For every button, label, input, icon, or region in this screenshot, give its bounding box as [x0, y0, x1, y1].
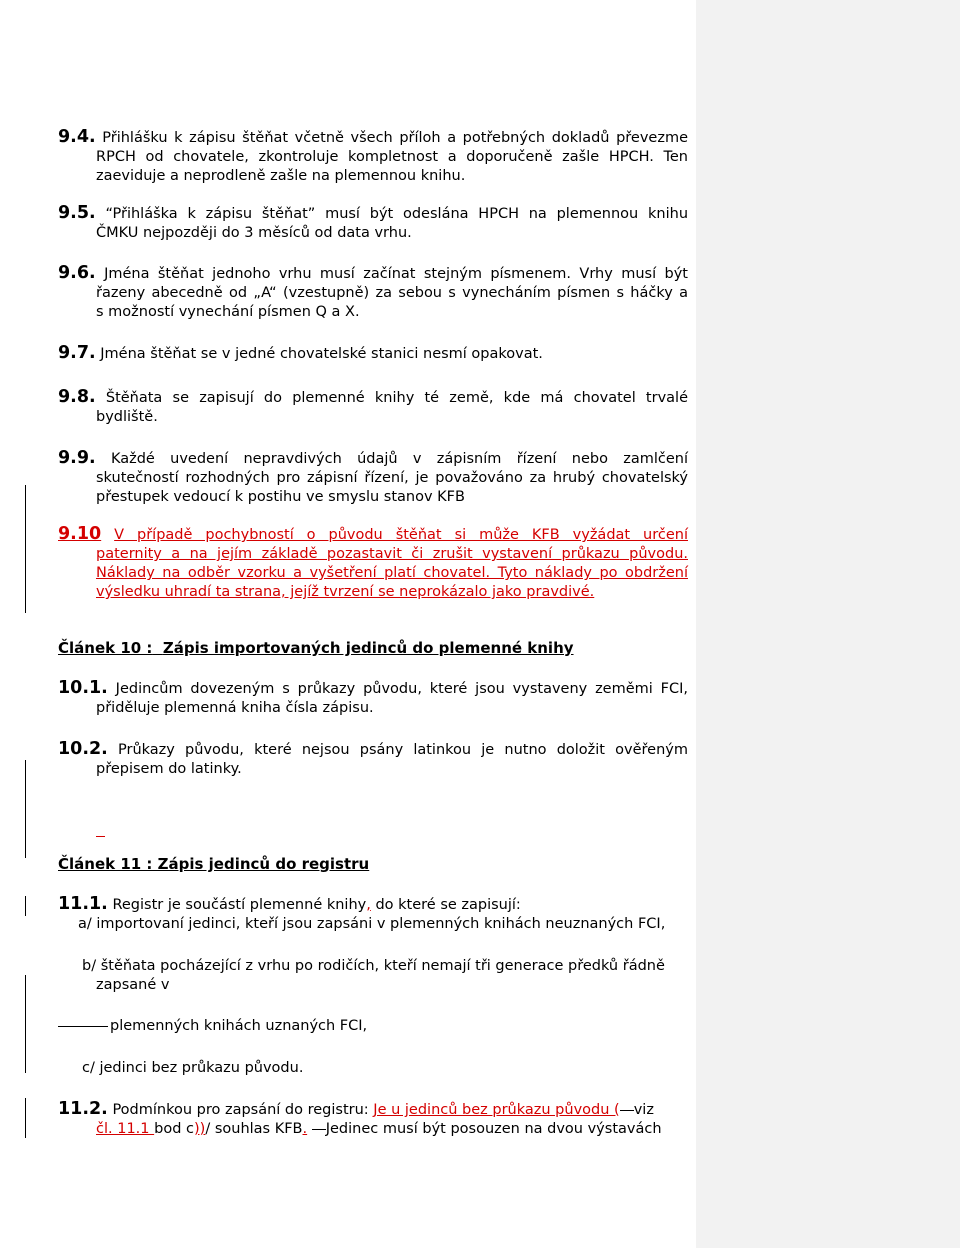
section-11-1-c — [58, 1059, 688, 1078]
paragraph-line: řazeny abecedně od „A“ (vzestupně) za sebou s vynecháním písmen s háčky a — [96, 285, 688, 301]
inserted-text: paternity a na jejím základě pozastavit či zrušit vystavení průkazu původu. — [96, 546, 688, 562]
list-item: zapsané v — [96, 977, 170, 993]
change-bar — [25, 760, 26, 858]
paragraph-line: Jedincům dovezeným s průkazy původu, které jsou vystaveny zeměmi FCI, — [115, 681, 688, 697]
change-bar — [25, 1098, 26, 1138]
paragraph-line: přiděluje plemenná kniha čísla zápisu. — [96, 700, 374, 716]
tab-leader — [58, 1026, 108, 1027]
paragraph-line: Jedinec musí být posouzen na dvou výstavách — [325, 1121, 662, 1137]
inserted-text: Je u jedinců bez průkazu původu ( — [373, 1102, 620, 1118]
deleted-mark — [620, 1110, 634, 1111]
paragraph-line: ČMKU nejpozději do 3 měsíců od data vrhu. — [96, 225, 412, 241]
section-number: 9.8. — [58, 387, 96, 407]
paragraph-line: Přihlášku k zápisu štěňat včetně všech příloh a potřebných dokladů převezme — [102, 130, 688, 146]
paragraph-line: Jména štěňat jednoho vrhu musí začínat stejným písmenem. Vrhy musí být — [104, 266, 688, 282]
section-11-1 — [58, 895, 698, 934]
section-11-1-b — [58, 957, 688, 995]
paragraph-line: přestupek vedoucí k postihu ve smyslu stanov KFB — [96, 489, 465, 505]
paragraph-line: “Přihláška k zápisu štěňat” musí být odeslána HPCH na plemennou knihu — [105, 206, 689, 222]
section-number: 9.6. — [58, 263, 96, 283]
article-11-heading — [58, 855, 688, 874]
paragraph-line: Štěňata se zapisují do plemenné knihy té země, kde má chovatel trvalé — [105, 390, 688, 406]
paragraph-line: přepisem do latinky. — [96, 761, 242, 777]
section-number: 11.2. — [58, 1099, 108, 1119]
paragraph-line: Průkazy původu, které nejsou psány latinkou je nutno doložit ověřeným — [118, 742, 689, 758]
paragraph-line: viz — [633, 1102, 654, 1118]
deleted-mark — [96, 826, 105, 845]
inserted-text: . — [302, 1121, 308, 1137]
section-9-9 — [58, 449, 688, 507]
section-9-5 — [58, 204, 688, 243]
paragraph-line: Podmínkou pro zapsání do registru: — [112, 1102, 374, 1118]
section-9-8 — [58, 388, 688, 427]
paragraph-line: bod c — [154, 1121, 194, 1137]
section-10-1 — [58, 679, 688, 718]
paragraph-line: Jména štěňat se v jedné chovatelské stanici nesmí opakovat. — [100, 346, 543, 362]
inserted-text: V případě pochybností o původu štěňat si může KFB vyžádat určení — [114, 527, 688, 543]
paragraph-line: do které se zapisují: — [370, 897, 521, 913]
section-number: 9.4. — [58, 127, 96, 147]
inserted-text: Náklady na odběr vzorku a vyšetření platí chovatel. Tyto náklady po obdržení — [96, 565, 688, 581]
section-number: 9.9. — [58, 448, 96, 468]
paragraph-line: bydliště. — [96, 409, 158, 425]
section-number: 9.10 — [58, 524, 102, 544]
inserted-text: čl. 11.1 — [96, 1121, 155, 1137]
paragraph-line: Každé uvedení nepravdivých údajů v zápisním řízení nebo zamlčení — [110, 451, 689, 467]
inserted-text: výsledku uhradí ta strana, jejíž tvrzení se neprokázalo jako pravdivé. — [96, 584, 595, 600]
section-number: 10.1. — [58, 678, 108, 698]
change-bar — [25, 975, 26, 1073]
article-label: Článek 10 : — [58, 639, 153, 657]
list-item: c/ jedinci bez průkazu původu. — [82, 1060, 304, 1076]
section-9-10 — [58, 525, 688, 602]
section-number: 11.1. — [58, 894, 108, 914]
article-title: Zápis importovaných jedinců do plemenné knihy — [162, 639, 574, 657]
section-number: 10.2. — [58, 739, 108, 759]
section-11-2 — [58, 1100, 688, 1139]
paragraph-line: RPCH od chovatele, zkontroluje kompletnost a doporučeně zašle HPCH. Ten — [96, 149, 688, 165]
list-item: b/ štěňata pocházející z vrhu po rodičích, kteří nemají tři generace předků řádně — [82, 958, 665, 974]
paragraph-line: Registr je součástí plemenné knihy — [112, 897, 367, 913]
section-10-2 — [58, 740, 688, 779]
article-10-heading — [58, 639, 688, 658]
inserted-text: )) — [194, 1121, 206, 1137]
paragraph-line: s možností vynechání písmen Q a X. — [96, 304, 360, 320]
paragraph-line: zaeviduje a neprodleně zašle na plemennou knihu. — [96, 168, 466, 184]
inserted-text: , — [366, 897, 371, 913]
list-item: a/ importovaní jedinci, kteří jsou zapsáni v plemenných knihách neuznaných FCI, — [78, 916, 666, 932]
deleted-mark — [312, 1129, 326, 1130]
list-item: plemenných knihách uznaných FCI, — [110, 1018, 368, 1034]
paragraph-line: skutečností rozhodných pro zápisní řízení, je považováno za hrubý chovatelský — [96, 470, 688, 486]
article-title: Článek 11 : Zápis jedinců do registru — [58, 855, 370, 873]
section-9-6 — [58, 264, 688, 322]
change-bar — [25, 485, 26, 613]
section-number: 9.7. — [58, 343, 96, 363]
section-9-4 — [58, 128, 688, 186]
section-number: 9.5. — [58, 203, 96, 223]
paragraph-line: / souhlas KFB — [205, 1121, 303, 1137]
comment-margin-panel — [696, 0, 960, 1248]
section-11-1-b-cont — [58, 1017, 688, 1036]
section-9-7 — [58, 344, 688, 364]
change-bar — [25, 896, 26, 916]
